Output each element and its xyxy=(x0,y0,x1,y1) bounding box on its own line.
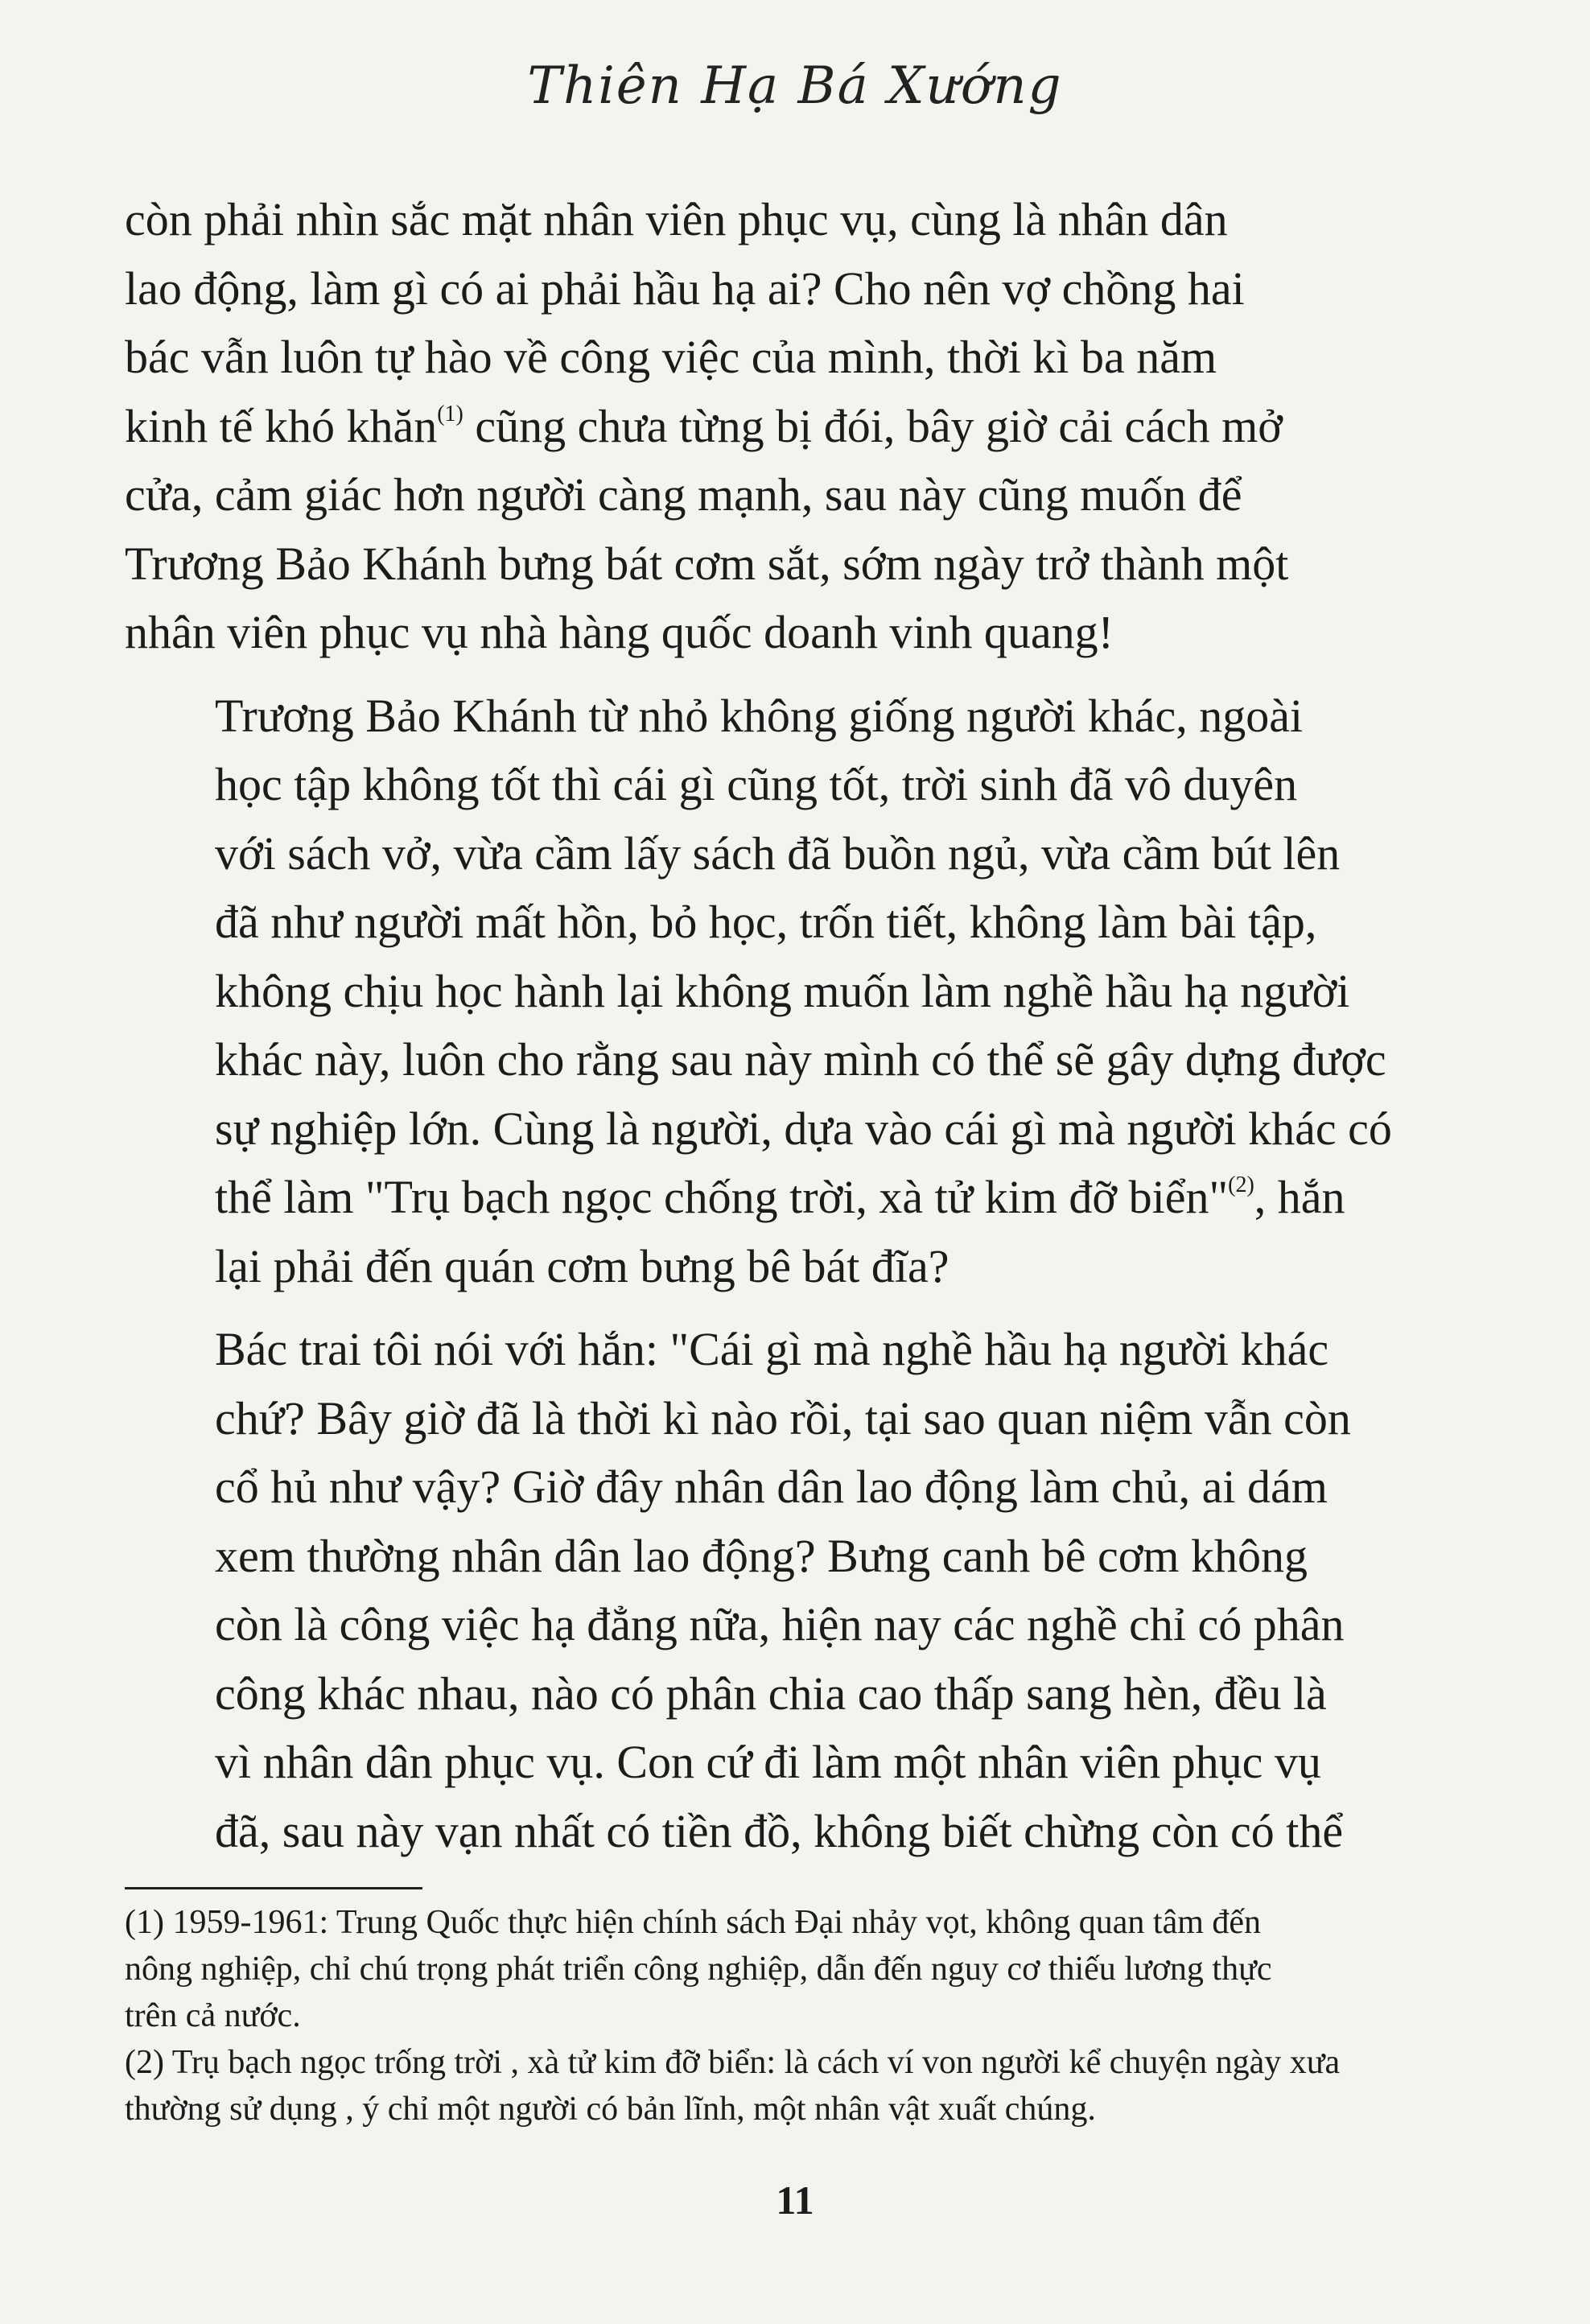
paragraph-2 xyxy=(125,682,1444,1301)
text-line: Bác trai tôi nói với hắn: "Cái gì mà nghề hầu hạ người khác xyxy=(215,1323,1329,1375)
text-line: không chịu học hành lại không muốn làm nghề hầu hạ người xyxy=(215,964,1350,1017)
footnote-line: nông nghiệp, chỉ chú trọng phát triển công nghiệp, dẫn đến nguy cơ thiếu lương thực xyxy=(125,1951,1272,1988)
text-line: Trương Bảo Khánh bưng bát cơm sắt, sớm ngày trở thành một xyxy=(125,537,1289,590)
text-segment: cũng chưa từng bị đói, bây giờ cải cách mở xyxy=(475,399,1283,452)
text-line: đã, sau này vạn nhất có tiền đồ, không biết chừng còn có thể xyxy=(215,1804,1344,1857)
text-line: chứ? Bây giờ đã là thời kì nào rồi, tại sao quan niệm vẫn còn xyxy=(215,1391,1351,1444)
paragraph-1 xyxy=(125,185,1444,667)
text-line: còn là công việc hạ đẳng nữa, hiện nay các nghề chỉ có phân xyxy=(215,1598,1345,1650)
text-line: sự nghiệp lớn. Cùng là người, dựa vào cái gì mà người khác có xyxy=(215,1102,1392,1155)
text-line: khác này, luôn cho rằng sau này mình có thể sẽ gây dựng được xyxy=(215,1033,1386,1086)
text-segment: thể làm "Trụ bạch ngọc chống trời, xà tử kim đỡ biển" xyxy=(215,1171,1229,1223)
text-line: nhân viên phục vụ nhà hàng quốc doanh vinh quang! xyxy=(125,606,1114,658)
text-line: còn phải nhìn sắc mặt nhân viên phục vụ, cùng là nhân dân xyxy=(125,193,1228,245)
text-line: lại phải đến quán cơm bưng bê bát đĩa? xyxy=(215,1239,949,1292)
text-line: học tập không tốt thì cái gì cũng tốt, trời sinh đã vô duyên xyxy=(215,758,1298,810)
footnote-line: thường sử dụng , ý chỉ một người có bản lĩnh, một nhân vật xuất chúng. xyxy=(125,2091,1096,2128)
text-line xyxy=(125,392,1444,461)
text-segment: , hắn xyxy=(1254,1171,1345,1223)
footnote-mark-1: (1) xyxy=(437,401,463,426)
text-line xyxy=(125,1163,1444,1232)
footnotes xyxy=(125,1899,1460,2132)
footnote-line: trên cả nước. xyxy=(125,1997,301,2034)
page-number: 11 xyxy=(776,2178,814,2223)
text-line: Trương Bảo Khánh từ nhỏ không giống người khác, ngoài xyxy=(215,689,1304,742)
text-line: xem thường nhân dân lao động? Bưng canh bê cơm không xyxy=(215,1529,1308,1582)
body-text xyxy=(125,185,1444,1865)
text-line: vì nhân dân phục vụ. Con cứ đi làm một nhân viên phục vụ xyxy=(215,1736,1321,1788)
text-line: lao động, làm gì có ai phải hầu hạ ai? Cho nên vợ chồng hai xyxy=(125,262,1245,315)
footnote-mark-2: (2) xyxy=(1228,1172,1254,1197)
footnote-line: (2) Trụ bạch ngọc trống trời , xà tử kim đỡ biển: là cách ví von người kể chuyện ngày xưa xyxy=(125,2044,1341,2081)
text-line: cửa, cảm giác hơn người càng mạnh, sau này cũng muốn để xyxy=(125,468,1242,521)
footnote-2 xyxy=(125,2039,1460,2132)
footnote-divider xyxy=(125,1887,422,1889)
text-segment: kinh tế khó khăn xyxy=(125,399,438,452)
running-header: Thiên Hạ Bá Xướng xyxy=(527,56,1063,116)
paragraph-3 xyxy=(125,1315,1444,1865)
text-line: công khác nhau, nào có phân chia cao thấp sang hèn, đều là xyxy=(215,1667,1327,1720)
text-line: cổ hủ như vậy? Giờ đây nhân dân lao động làm chủ, ai dám xyxy=(215,1461,1328,1513)
text-line: đã như người mất hồn, bỏ học, trốn tiết, không làm bài tập, xyxy=(215,896,1317,948)
text-line: với sách vở, vừa cầm lấy sách đã buồn ngủ, vừa cầm bút lên xyxy=(215,826,1341,880)
footnote-1 xyxy=(125,1899,1460,2039)
text-line: bác vẫn luôn tự hào về công việc của mình, thời kì ba năm xyxy=(125,331,1217,383)
footnote-line: (1) 1959-1961: Trung Quốc thực hiện chính sách Đại nhảy vọt, không quan tâm đến xyxy=(125,1904,1262,1941)
